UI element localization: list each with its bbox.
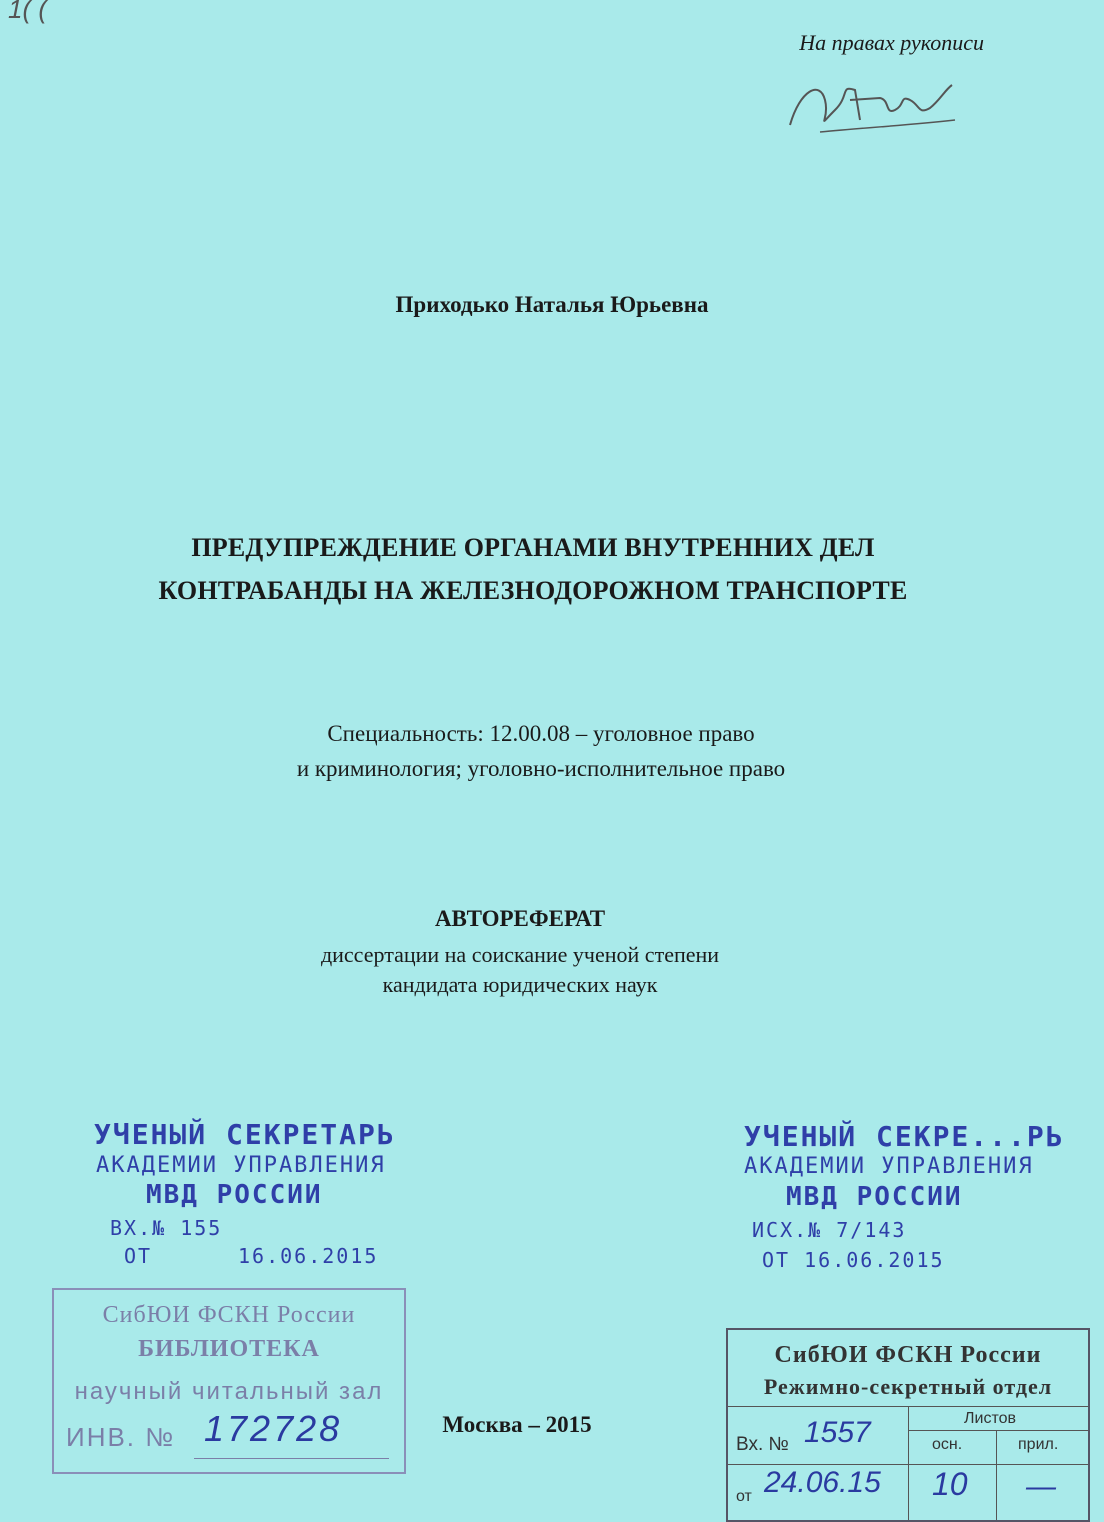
registry-date: 24.06.15 — [764, 1466, 881, 1499]
registry-main-label: осн. — [932, 1436, 963, 1453]
stamp-left-line-2: АКАДЕМИИ УПРАВЛЕНИЯ — [96, 1153, 386, 1178]
inventory-underline — [194, 1458, 389, 1459]
author-name: Приходько Наталья Юрьевна — [395, 292, 709, 317]
stamp-left-line-3: МВД РОССИИ — [146, 1180, 323, 1210]
registry-from-label: от — [736, 1488, 752, 1505]
stamp-right-line-4: ИСХ.№ 7/143 — [752, 1218, 907, 1242]
manuscript-note: На правах рукописи — [799, 30, 984, 55]
stamp-left-line-1: УЧЕНЫЙ СЕКРЕТАРЬ — [94, 1118, 396, 1151]
registry-stamp-line-1: СибЮИ ФСКН России — [774, 1342, 1042, 1368]
abstract-line-2: кандидата юридических наук — [382, 972, 658, 997]
library-stamp-line-2: БИБЛИОТЕКА — [138, 1336, 320, 1362]
registry-stamp-line-2: Режимно-секретный отдел — [763, 1374, 1053, 1399]
registry-in-label: Вх. № — [736, 1434, 789, 1455]
registry-divider-mid — [728, 1464, 1088, 1465]
specialty-line-1: Специальность: 12.00.08 – уголовное право — [327, 721, 755, 746]
registry-main-count: 10 — [932, 1466, 968, 1502]
registry-divider-sheets — [908, 1430, 1088, 1431]
title-line-2: КОНТРАБАНДЫ НА ЖЕЛЕЗНОДОРОЖНОМ ТРАНСПОРТЕ — [158, 576, 908, 605]
abstract-line-1: диссертации на соискание ученой степени — [320, 942, 720, 967]
library-stamp-line-3: научный читальный зал — [74, 1378, 384, 1405]
corner-handwritten-mark: 1( ( — [8, 0, 47, 24]
abstract-heading: АВТОРЕФЕРАТ — [434, 906, 606, 931]
signature-image — [780, 70, 960, 140]
library-stamp-line-1: СибЮИ ФСКН России — [102, 1302, 356, 1328]
title-line-1: ПРЕДУПРЕЖДЕНИЕ ОРГАНАМИ ВНУТРЕННИХ ДЕЛ — [191, 533, 875, 562]
library-stamp — [52, 1288, 406, 1474]
stamp-left-date-label: ОТ — [124, 1244, 153, 1268]
city-year: Москва – 2015 — [442, 1412, 592, 1437]
stamp-right-line-3: МВД РОССИИ — [786, 1182, 963, 1212]
registry-sheets-label: Листов — [964, 1410, 1016, 1427]
specialty-line-2: и криминология; уголовно-исполнительное право — [296, 756, 786, 781]
stamp-left-date: 16.06.2015 — [238, 1244, 379, 1268]
library-inventory-number: 172728 — [204, 1408, 343, 1449]
registry-attach-label: прил. — [1018, 1436, 1059, 1453]
registry-attach-count: — — [1026, 1470, 1056, 1503]
stamp-right-line-2: АКАДЕМИИ УПРАВЛЕНИЯ — [744, 1154, 1034, 1179]
registry-divider-v1 — [908, 1406, 909, 1520]
stamp-right-line-5: ОТ 16.06.2015 — [762, 1248, 945, 1272]
registry-in-number: 1557 — [804, 1416, 871, 1449]
registry-stamp — [726, 1328, 1090, 1522]
stamp-right-line-1: УЧЕНЫЙ СЕКРЕ...РЬ — [744, 1120, 1065, 1153]
library-inventory-label: ИНВ. № — [66, 1422, 176, 1452]
registry-divider-v2 — [996, 1430, 997, 1520]
stamp-left-line-4: ВХ.№ 155 — [110, 1216, 223, 1240]
